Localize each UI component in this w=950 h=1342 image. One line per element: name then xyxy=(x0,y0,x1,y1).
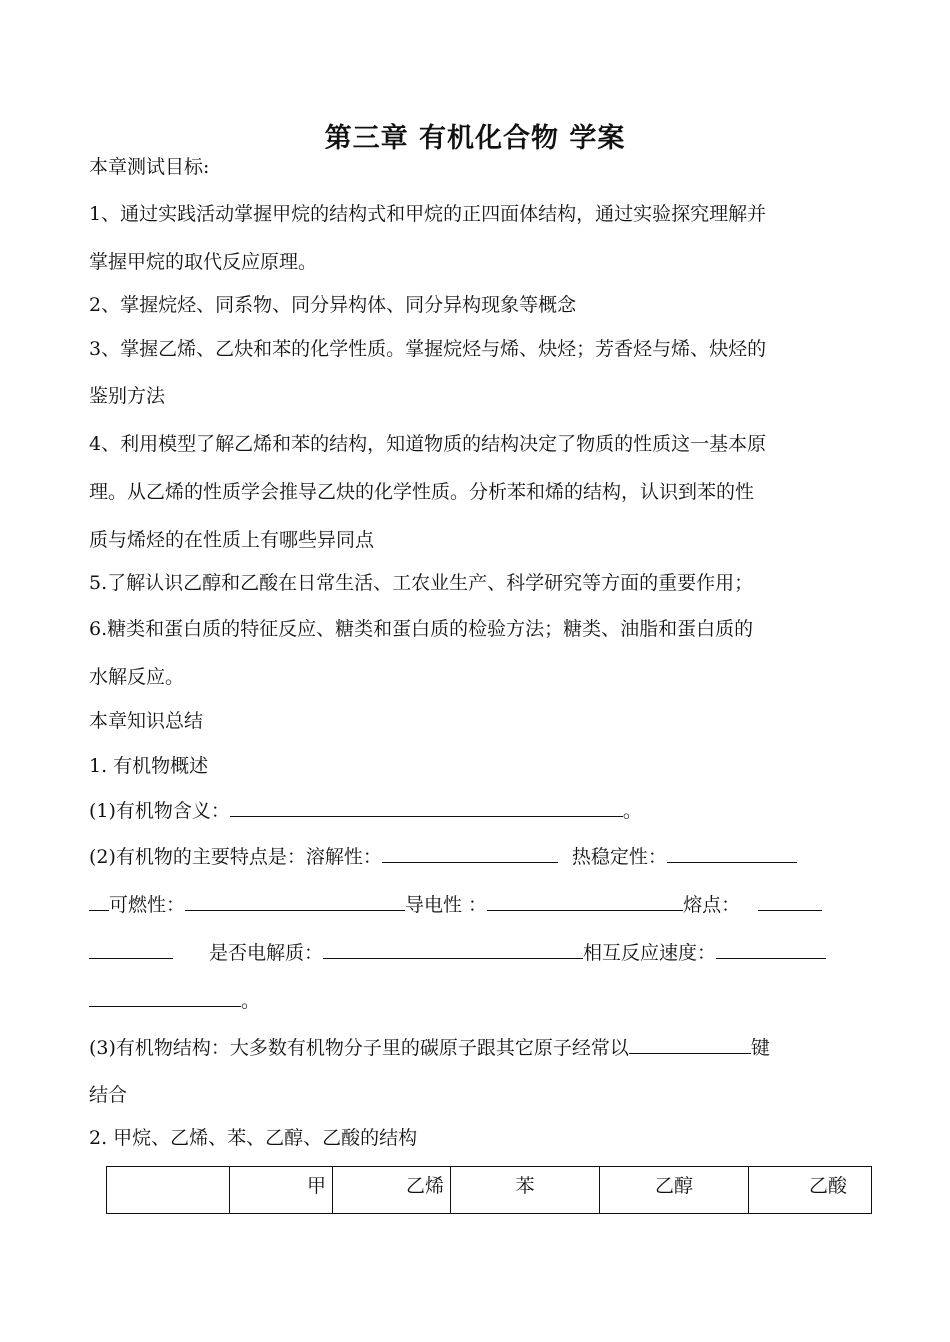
section-1-heading: 1. 有机物概述 xyxy=(89,755,209,777)
question-2-line-3 xyxy=(89,940,826,965)
conductivity-label: 导电性 ： xyxy=(405,894,488,916)
answer-blank-conductivity[interactable] xyxy=(487,892,683,911)
answer-blank-melting-point-cont[interactable] xyxy=(89,940,173,959)
objectives-heading: 本章测试目标: xyxy=(89,156,210,178)
answer-blank-reaction-speed[interactable] xyxy=(716,940,826,959)
section-2-heading: 2. 甲烷、乙烯、苯、乙醇、乙酸的结构 xyxy=(89,1127,418,1149)
flammability-label: 可燃性： xyxy=(109,894,186,916)
answer-blank-bond-type[interactable] xyxy=(629,1035,751,1054)
table-header-methane: 甲 xyxy=(230,1167,333,1214)
question-3-bond: 键 xyxy=(750,1037,770,1059)
objective-1-line-1: 1、通过实践活动掌握甲烷的结构式和甲烷的正四面体结构，通过实验探究理解并 xyxy=(89,203,767,225)
table-cell-blank xyxy=(107,1167,230,1214)
question-2-end: 。 xyxy=(241,990,261,1012)
objective-4-line-1: 4、利用模型了解乙烯和苯的结构，知道物质的结构决定了物质的性质这一基本原 xyxy=(89,433,767,455)
objective-3-line-1: 3、掌握乙烯、乙炔和苯的化学性质。掌握烷烃与烯、炔烃；芳香烃与烯、炔烃的 xyxy=(89,338,767,360)
question-1-end: 。 xyxy=(622,800,642,822)
question-3-line-1 xyxy=(89,1035,770,1060)
electrolyte-label: 是否电解质： xyxy=(209,942,324,964)
answer-blank-thermal-stability[interactable] xyxy=(667,844,797,863)
question-2-line-4 xyxy=(89,988,260,1013)
table-header-benzene: 苯 xyxy=(451,1167,600,1214)
melting-point-label: 熔点： xyxy=(683,894,741,916)
thermal-stability-label: 热稳定性： xyxy=(571,846,667,868)
reaction-speed-label: 相互反应速度： xyxy=(583,942,717,964)
answer-blank-reaction-speed-cont[interactable] xyxy=(89,988,241,1007)
table-header-ethylene: 乙烯 xyxy=(333,1167,451,1214)
table-header-row xyxy=(107,1167,872,1214)
question-2-label: (2)有机物的主要特点是：溶解性： xyxy=(89,846,382,868)
objective-3-line-2: 鉴别方法 xyxy=(89,385,166,407)
objective-4-line-3: 质与烯烃的在性质上有哪些异同点 xyxy=(89,529,375,551)
answer-blank-definition[interactable] xyxy=(230,798,623,817)
objective-2: 2、掌握烷烃、同系物、同分异构体、同分异构现象等概念 xyxy=(89,294,577,316)
objective-6-line-1: 6.糖类和蛋白质的特征反应、糖类和蛋白质的检验方法；糖类、油脂和蛋白质的 xyxy=(89,618,754,640)
objective-4-line-2: 理。从乙烯的性质学会推导乙炔的化学性质。分析苯和烯的结构，认识到苯的性 xyxy=(89,481,755,503)
question-2-line-1 xyxy=(89,844,797,869)
answer-blank-solubility[interactable] xyxy=(382,844,558,863)
objective-5: 5.了解认识乙醇和乙酸在日常生活、工农业生产、科学研究等方面的重要作用； xyxy=(89,572,754,594)
document-title: 第三章 有机化合物 学案 xyxy=(324,123,626,154)
question-3-line-2: 结合 xyxy=(89,1084,128,1106)
table-header-acetic-acid: 乙酸 xyxy=(749,1167,872,1214)
structure-table xyxy=(106,1166,872,1214)
question-1-label: (1)有机物含义： xyxy=(89,800,230,822)
question-3-label: (3)有机物结构：大多数有机物分子里的碳原子跟其它原子经常以 xyxy=(89,1037,629,1059)
objective-6-line-2: 水解反应。 xyxy=(89,666,185,688)
answer-blank-flammability[interactable] xyxy=(185,892,405,911)
question-2-line-2 xyxy=(89,892,822,917)
table-header-ethanol: 乙醇 xyxy=(600,1167,749,1214)
answer-blank-thermal-stability-cont[interactable] xyxy=(89,892,109,911)
summary-heading: 本章知识总结 xyxy=(89,710,204,732)
answer-blank-melting-point[interactable] xyxy=(758,892,822,911)
question-1 xyxy=(89,798,642,823)
answer-blank-electrolyte[interactable] xyxy=(323,940,583,959)
objective-1-line-2: 掌握甲烷的取代反应原理。 xyxy=(89,251,318,273)
